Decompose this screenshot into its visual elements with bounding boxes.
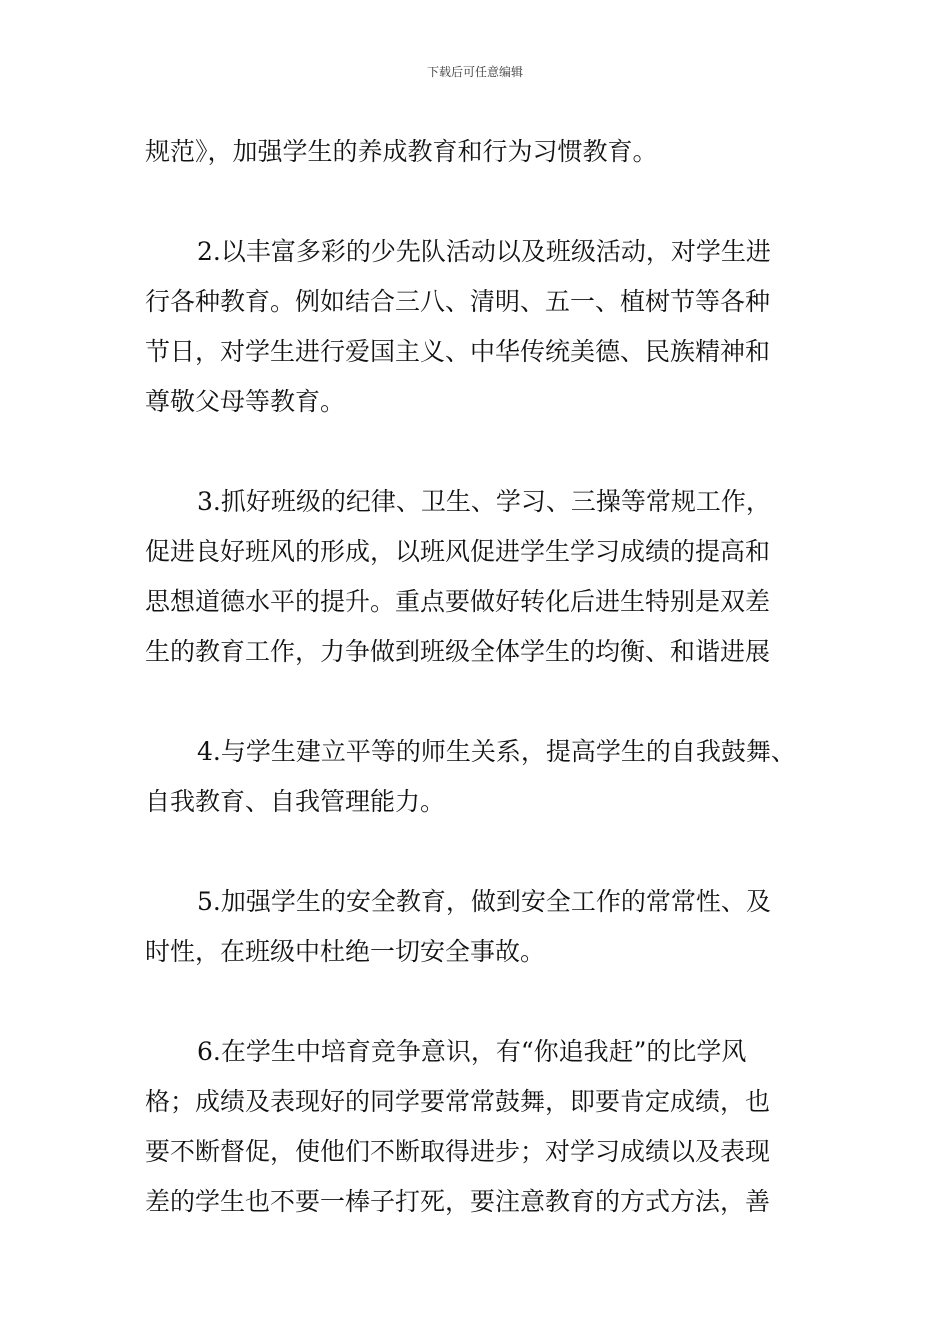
text-line: 要不断督促，使他们不断取得进步；对学习成绩以及表现	[145, 1137, 771, 1166]
text-line: 时性，在班级中杜绝一切安全事故。	[145, 937, 546, 966]
text-line: 节日，对学生进行爱国主义、中华传统美德、民族精神和	[145, 337, 771, 366]
paragraph-gap	[145, 177, 810, 227]
document-body	[145, 127, 810, 1227]
text-line: 生的教育工作，力争做到班级全体学生的均衡、和谐进展	[145, 637, 771, 666]
paragraph-gap	[145, 977, 810, 1027]
page-header: 下载后可任意编辑	[426, 65, 523, 79]
text-line: 5.加强学生的安全教育，做到安全工作的常常性、及	[197, 887, 771, 916]
paragraph-gap	[145, 427, 810, 477]
paragraph-continuation	[145, 127, 810, 177]
paragraph-item-2	[145, 227, 810, 427]
text-line: 行各种教育。例如结合三八、清明、五一、植树节等各种	[145, 287, 771, 316]
text-line: 思想道德水平的提升。重点要做好转化后进生特别是双差	[145, 587, 771, 616]
text-line: 4.与学生建立平等的师生关系，提高学生的自我鼓舞、	[197, 737, 796, 766]
text-line: 自我教育、自我管理能力。	[145, 787, 446, 816]
paragraph-gap	[145, 677, 810, 727]
text-line: 尊敬父母等教育。	[145, 387, 346, 416]
paragraph-item-6	[145, 1027, 810, 1227]
text-line: 2.以丰富多彩的少先队活动以及班级活动，对学生进	[197, 237, 771, 266]
text-line: 格；成绩及表现好的同学要常常鼓舞，即要肯定成绩，也	[145, 1087, 771, 1116]
paragraph-item-4	[145, 727, 810, 827]
text-line: 3.抓好班级的纪律、卫生、学习、三操等常规工作，	[197, 487, 771, 516]
text-line: 6.在学生中培育竞争意识，有“你追我赶”的比学风	[197, 1037, 747, 1066]
text-line: 差的学生也不要一棒子打死，要注意教育的方式方法，善	[145, 1187, 771, 1216]
paragraph-item-5	[145, 877, 810, 977]
paragraph-gap	[145, 827, 810, 877]
text-line: 规范》，加强学生的养成教育和行为习惯教育。	[145, 137, 658, 166]
text-line: 促进良好班风的形成，以班风促进学生学习成绩的提高和	[145, 537, 771, 566]
paragraph-item-3	[145, 477, 810, 677]
